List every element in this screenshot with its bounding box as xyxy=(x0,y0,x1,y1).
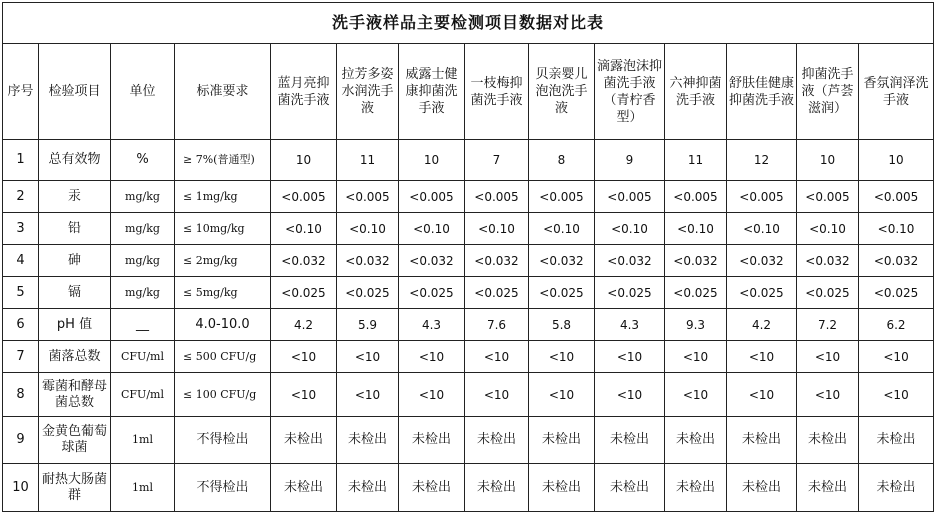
cell-value: 12 xyxy=(727,140,797,181)
cell-no: 2 xyxy=(3,181,39,213)
cell-item: 霉菌和酵母菌总数 xyxy=(39,373,111,417)
header-sample: 拉芳多姿水润洗手液 xyxy=(337,44,399,140)
cell-no: 5 xyxy=(3,277,39,309)
cell-unit: mg/kg xyxy=(111,213,175,245)
cell-value: <10 xyxy=(727,341,797,373)
header-sample: 贝亲婴儿泡泡洗手液 xyxy=(529,44,595,140)
cell-value: 7.2 xyxy=(797,309,859,341)
table-row xyxy=(3,140,934,181)
header-sample: 滴露泡沫抑菌洗手液（青柠香型） xyxy=(595,44,665,140)
cell-unit: 1ml xyxy=(111,417,175,464)
cell-item: 菌落总数 xyxy=(39,341,111,373)
table-title: 洗手液样品主要检测项目数据对比表 xyxy=(3,3,934,44)
cell-unit: mg/kg xyxy=(111,245,175,277)
cell-no: 4 xyxy=(3,245,39,277)
cell-value: <0.005 xyxy=(797,181,859,213)
table-row xyxy=(3,464,934,512)
table-row xyxy=(3,245,934,277)
cell-value: 未检出 xyxy=(595,417,665,464)
header-item: 检验项目 xyxy=(39,44,111,140)
cell-no: 8 xyxy=(3,373,39,417)
header-sample: 一枝梅抑菌洗手液 xyxy=(465,44,529,140)
cell-value: <0.025 xyxy=(465,277,529,309)
cell-item: 砷 xyxy=(39,245,111,277)
cell-value: <10 xyxy=(399,341,465,373)
cell-value: <0.005 xyxy=(465,181,529,213)
cell-value: 未检出 xyxy=(665,464,727,512)
header-sample: 蓝月亮抑菌洗手液 xyxy=(271,44,337,140)
cell-value: <10 xyxy=(337,373,399,417)
cell-value: <0.10 xyxy=(727,213,797,245)
cell-value: 9.3 xyxy=(665,309,727,341)
table-body xyxy=(3,140,934,512)
cell-value: <0.10 xyxy=(665,213,727,245)
table-row xyxy=(3,309,934,341)
cell-value: 未检出 xyxy=(271,464,337,512)
cell-value: <10 xyxy=(465,373,529,417)
cell-value: 10 xyxy=(859,140,934,181)
cell-item: pH 值 xyxy=(39,309,111,341)
cell-unit: 1ml xyxy=(111,464,175,512)
cell-value: <0.005 xyxy=(529,181,595,213)
cell-value: 未检出 xyxy=(399,417,465,464)
cell-value: <0.032 xyxy=(595,245,665,277)
cell-value: 11 xyxy=(665,140,727,181)
cell-item: 镉 xyxy=(39,277,111,309)
cell-standard: ≤ 1mg/kg xyxy=(175,181,271,213)
cell-value: <10 xyxy=(665,341,727,373)
header-unit: 单位 xyxy=(111,44,175,140)
cell-standard: ≤ 100 CFU/g xyxy=(175,373,271,417)
cell-value: 7 xyxy=(465,140,529,181)
cell-value: <10 xyxy=(529,341,595,373)
cell-value: <10 xyxy=(797,341,859,373)
cell-item: 耐热大肠菌群 xyxy=(39,464,111,512)
cell-value: <10 xyxy=(529,373,595,417)
cell-value: <0.032 xyxy=(529,245,595,277)
table-row xyxy=(3,277,934,309)
cell-value: <0.005 xyxy=(595,181,665,213)
cell-value: 未检出 xyxy=(271,417,337,464)
table-row xyxy=(3,373,934,417)
cell-value: <0.032 xyxy=(337,245,399,277)
cell-no: 6 xyxy=(3,309,39,341)
cell-value: <0.032 xyxy=(797,245,859,277)
header-sample: 舒肤佳健康抑菌洗手液 xyxy=(727,44,797,140)
cell-value: 未检出 xyxy=(399,464,465,512)
cell-unit: __ xyxy=(111,309,175,341)
cell-value: <0.005 xyxy=(727,181,797,213)
cell-standard: 4.0-10.0 xyxy=(175,309,271,341)
cell-value: <0.10 xyxy=(859,213,934,245)
cell-no: 10 xyxy=(3,464,39,512)
cell-value: <0.032 xyxy=(859,245,934,277)
cell-value: <0.10 xyxy=(595,213,665,245)
cell-value: <0.10 xyxy=(271,213,337,245)
cell-value: <0.025 xyxy=(595,277,665,309)
cell-standard: 不得检出 xyxy=(175,417,271,464)
cell-value: <0.10 xyxy=(529,213,595,245)
cell-value: <0.025 xyxy=(859,277,934,309)
cell-item: 总有效物 xyxy=(39,140,111,181)
cell-value: <0.10 xyxy=(399,213,465,245)
cell-value: <0.025 xyxy=(271,277,337,309)
cell-unit: mg/kg xyxy=(111,277,175,309)
cell-value: <0.032 xyxy=(399,245,465,277)
cell-value: <0.025 xyxy=(529,277,595,309)
cell-value: <0.005 xyxy=(399,181,465,213)
cell-value: 未检出 xyxy=(337,417,399,464)
cell-value: 未检出 xyxy=(859,464,934,512)
cell-value: 5.9 xyxy=(337,309,399,341)
cell-standard: 不得检出 xyxy=(175,464,271,512)
table-row xyxy=(3,181,934,213)
cell-value: 10 xyxy=(797,140,859,181)
cell-value: <0.032 xyxy=(465,245,529,277)
cell-no: 9 xyxy=(3,417,39,464)
cell-value: 未检出 xyxy=(529,417,595,464)
cell-unit: % xyxy=(111,140,175,181)
cell-value: 未检出 xyxy=(665,417,727,464)
table-row xyxy=(3,213,934,245)
cell-value: <0.025 xyxy=(337,277,399,309)
comparison-table xyxy=(2,2,934,512)
cell-standard: ≤ 500 CFU/g xyxy=(175,341,271,373)
cell-value: 4.3 xyxy=(399,309,465,341)
cell-value: 未检出 xyxy=(595,464,665,512)
cell-value: 未检出 xyxy=(727,417,797,464)
cell-value: 11 xyxy=(337,140,399,181)
cell-value: 未检出 xyxy=(465,417,529,464)
header-sample: 六神抑菌洗手液 xyxy=(665,44,727,140)
cell-no: 7 xyxy=(3,341,39,373)
cell-value: <10 xyxy=(595,373,665,417)
cell-item: 铅 xyxy=(39,213,111,245)
header-sample: 香氛润泽洗手液 xyxy=(859,44,934,140)
table-row xyxy=(3,341,934,373)
cell-value: 9 xyxy=(595,140,665,181)
cell-value: <0.032 xyxy=(271,245,337,277)
cell-value: <0.005 xyxy=(271,181,337,213)
table-row xyxy=(3,417,934,464)
cell-value: <10 xyxy=(271,373,337,417)
cell-value: 4.2 xyxy=(271,309,337,341)
cell-no: 3 xyxy=(3,213,39,245)
cell-value: <0.10 xyxy=(465,213,529,245)
header-sample: 抑菌洗手液（芦荟滋润） xyxy=(797,44,859,140)
cell-standard: ≤ 5mg/kg xyxy=(175,277,271,309)
header-row xyxy=(3,44,934,140)
cell-value: 未检出 xyxy=(797,417,859,464)
cell-item: 汞 xyxy=(39,181,111,213)
cell-value: <0.025 xyxy=(727,277,797,309)
cell-value: <10 xyxy=(859,373,934,417)
cell-value: <0.005 xyxy=(859,181,934,213)
cell-value: 未检出 xyxy=(337,464,399,512)
cell-value: <10 xyxy=(271,341,337,373)
cell-unit: CFU/ml xyxy=(111,341,175,373)
cell-standard: ≤ 10mg/kg xyxy=(175,213,271,245)
cell-value: 未检出 xyxy=(529,464,595,512)
cell-value: 10 xyxy=(399,140,465,181)
cell-unit: mg/kg xyxy=(111,181,175,213)
cell-value: 5.8 xyxy=(529,309,595,341)
cell-value: 未检出 xyxy=(465,464,529,512)
cell-value: <0.005 xyxy=(665,181,727,213)
cell-value: <0.025 xyxy=(797,277,859,309)
cell-value: 未检出 xyxy=(727,464,797,512)
cell-value: <10 xyxy=(797,373,859,417)
cell-value: 未检出 xyxy=(859,417,934,464)
cell-value: <10 xyxy=(595,341,665,373)
cell-item: 金黄色葡萄球菌 xyxy=(39,417,111,464)
cell-unit: CFU/ml xyxy=(111,373,175,417)
cell-value: <10 xyxy=(665,373,727,417)
header-no: 序号 xyxy=(3,44,39,140)
cell-value: <10 xyxy=(399,373,465,417)
cell-value: <0.025 xyxy=(665,277,727,309)
cell-standard: ≤ 2mg/kg xyxy=(175,245,271,277)
cell-value: <0.032 xyxy=(727,245,797,277)
cell-standard: ≥ 7%(普通型) xyxy=(175,140,271,181)
header-sample: 威露士健康抑菌洗手液 xyxy=(399,44,465,140)
cell-value: 未检出 xyxy=(797,464,859,512)
cell-value: <10 xyxy=(337,341,399,373)
cell-value: 8 xyxy=(529,140,595,181)
cell-value: 6.2 xyxy=(859,309,934,341)
cell-no: 1 xyxy=(3,140,39,181)
cell-value: <0.032 xyxy=(665,245,727,277)
cell-value: <0.005 xyxy=(337,181,399,213)
cell-value: <10 xyxy=(727,373,797,417)
cell-value: 4.3 xyxy=(595,309,665,341)
cell-value: <0.10 xyxy=(337,213,399,245)
cell-value: <10 xyxy=(465,341,529,373)
cell-value: <0.025 xyxy=(399,277,465,309)
cell-value: <0.10 xyxy=(797,213,859,245)
cell-value: <10 xyxy=(859,341,934,373)
cell-value: 10 xyxy=(271,140,337,181)
header-standard: 标准要求 xyxy=(175,44,271,140)
cell-value: 4.2 xyxy=(727,309,797,341)
cell-value: 7.6 xyxy=(465,309,529,341)
